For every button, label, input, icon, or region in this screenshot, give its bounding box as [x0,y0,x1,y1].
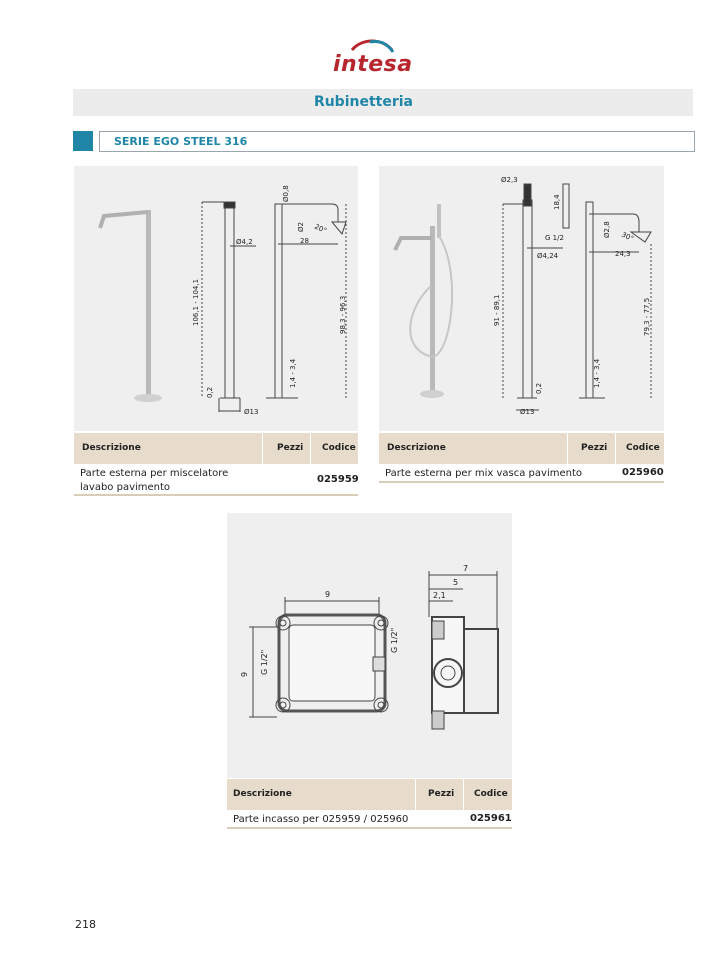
col-code-1: Codice [322,443,356,453]
dim-base-dia-2: Ø13 [520,408,535,416]
dim-angle-2: 30° [620,230,635,244]
col-pieces-3: Pezzi [428,789,455,799]
faucet-photo-1 [100,210,162,402]
dim-top-dia-1: Ø0,8 [282,185,290,202]
technical-drawing-2 [379,166,664,431]
dim-spout-len-2: 24,3 [615,250,631,258]
col-code-2: Codice [626,443,660,453]
col-description-1: Descrizione [82,443,141,453]
brand-logo-text: intesa [333,52,413,77]
faucet-photo-2 [395,204,452,398]
dim-height-2: 91 - 89,1 [493,294,501,326]
dim-spout-dia-1: Ø2 [297,222,305,232]
col-code-3: Codice [474,789,508,799]
dim-base-gap-2: 0,2 [535,382,543,394]
row-description-3: Parte incasso per 025959 / 025960 [233,814,409,825]
dim-holder-h-2: 18,4 [553,194,561,210]
table-header-2 [379,433,664,464]
dim-thread-right-3: G 1/2" [390,627,399,653]
dim-spout-height-2: 79,3 - 77,5 [643,297,651,336]
table-row-3 [227,810,512,828]
row-description-2: Parte esterna per mix vasca pavimento [385,468,582,479]
technical-drawing-3 [227,513,512,778]
row-description-1: Parte esterna per miscelatore lavabo pavimento [80,468,229,493]
row-code-3: 025961 [470,813,512,824]
table-header-3 [227,779,512,810]
technical-drawing-1 [74,166,358,431]
dim-thread-2: G 1/2 [545,234,564,242]
row-divider-1 [74,494,358,496]
col-description-2: Descrizione [387,443,446,453]
dim-base-gap-1: 0,2 [206,386,214,398]
product-image-2 [379,166,664,431]
series-header [99,131,695,152]
dim-angle-1: 20° [313,222,328,236]
dim-thread-left-3: G 1/2" [260,649,269,675]
dim-top-dia-2: Ø2,3 [501,176,518,184]
page-title: Rubinetteria [313,94,413,110]
series-marker [73,131,93,151]
col-description-3: Descrizione [233,789,292,799]
dim-depth-mid-3: 5 [453,578,459,587]
dim-height-1: 106,1 - 104,1 [192,278,200,326]
table-header-1 [74,433,358,464]
table-row-2 [379,464,664,482]
dim-pipe-dia-1: Ø4,2 [236,238,253,246]
dim-adjust-1: 1,4 - 3,4 [289,358,297,388]
dim-base-dia-1: Ø13 [244,408,259,416]
col-pieces-1: Pezzi [277,443,304,453]
row-divider-3 [227,827,512,829]
dim-pipe-dia-2: Ø4,24 [537,252,559,260]
dim-height-3: 9 [240,671,249,677]
dim-depth-total-3: 7 [463,564,469,573]
row-code-1: 025959 [317,474,359,485]
product-image-1 [74,166,358,431]
dim-spout-len-1: 28 [300,237,309,245]
product-image-3 [227,513,512,778]
col-pieces-2: Pezzi [581,443,608,453]
dim-spout-height-1: 98,3 - 96,3 [339,295,347,334]
table-row-1 [74,464,358,496]
dim-width-3: 9 [325,590,331,599]
row-code-2: 025960 [622,467,664,478]
page-number: 218 [75,918,96,931]
page-title-bar [73,89,693,116]
series-title: SERIE EGO STEEL 316 [114,135,248,148]
dim-spout-dia-2: Ø2,8 [603,221,611,238]
dim-depth-front-3: 2,1 [433,591,446,600]
row-divider-2 [379,481,664,483]
dim-adjust-2: 1,4 - 3,4 [593,358,601,388]
